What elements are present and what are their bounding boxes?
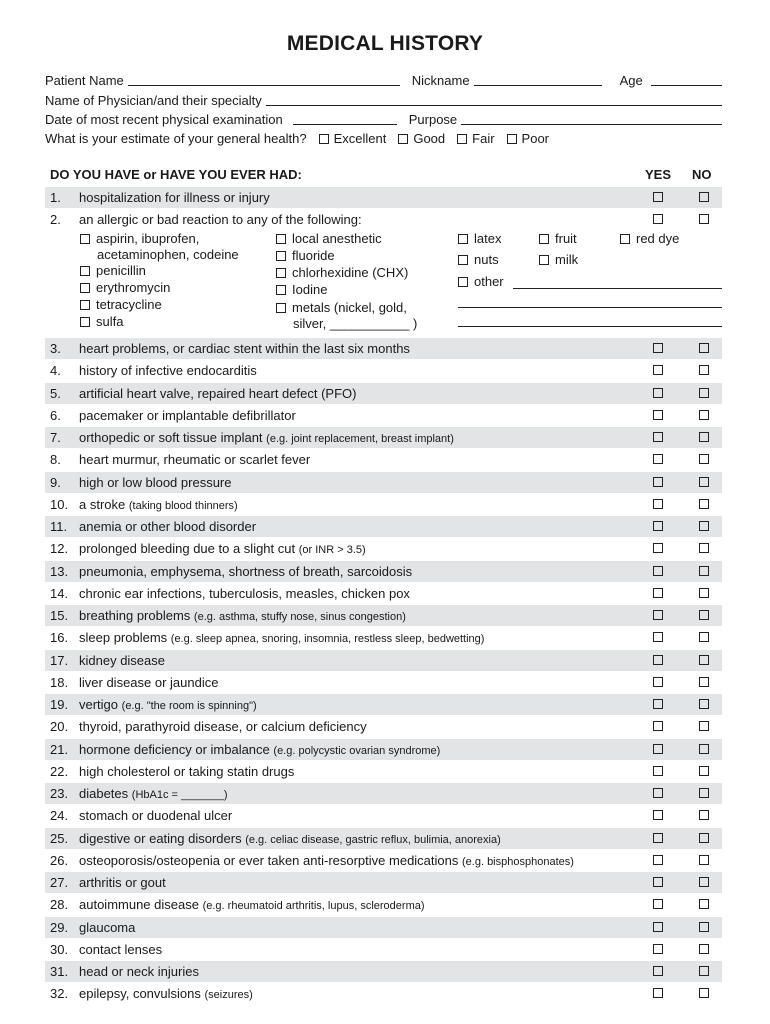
question-row (45, 209, 722, 230)
allergy-other-field-1[interactable] (513, 288, 722, 289)
question-label: diabetes (79, 786, 129, 801)
question-number: 3. (50, 341, 61, 356)
no-checkbox-icon[interactable] (699, 521, 709, 531)
yes-checkbox-icon[interactable] (653, 877, 663, 887)
yes-checkbox-icon[interactable] (653, 365, 663, 375)
health-option-excellent[interactable]: Excellent (319, 131, 387, 146)
question-label: arthritis or gout (79, 875, 166, 890)
question-row (45, 650, 722, 671)
no-checkbox-icon[interactable] (699, 655, 709, 665)
no-checkbox-icon[interactable] (699, 388, 709, 398)
question-label: breathing problems (79, 608, 191, 623)
no-column-label: NO (692, 167, 712, 182)
checkbox-icon[interactable] (276, 268, 286, 278)
question-label: head or neck injuries (79, 964, 199, 979)
question-note: (e.g. "the room is spinning") (121, 700, 257, 712)
question-text (79, 675, 218, 690)
question-label: artificial heart valve, repaired heart defect (PFO) (79, 385, 357, 401)
no-checkbox-icon[interactable] (699, 988, 709, 998)
yes-checkbox-icon[interactable] (653, 566, 663, 576)
question-row (45, 783, 722, 804)
question-label: autoimmune disease (79, 897, 199, 913)
allergy-option-other[interactable]: other (458, 274, 504, 290)
question-note: (e.g. rheumatoid arthritis, lupus, scleroderma) (202, 900, 425, 913)
yes-checkbox-icon[interactable] (653, 477, 663, 487)
question-label: sleep problems (79, 630, 168, 646)
question-number: 16. (50, 630, 69, 646)
question-label: a stroke (79, 496, 126, 512)
question-text (79, 608, 406, 623)
question-text (79, 697, 257, 712)
question-note: (e.g. celiac disease, gastric reflux, bulimia, anorexia) (245, 833, 501, 846)
patient-name-label: Patient Name (45, 73, 124, 88)
question-row (45, 561, 722, 582)
checkbox-icon[interactable] (458, 277, 468, 287)
question-number: 10. (50, 496, 69, 512)
question-text (79, 764, 294, 779)
question-label: liver disease or jaundice (79, 674, 219, 690)
yes-checkbox-icon[interactable] (653, 521, 663, 531)
question-note: (HbA1c = _______) (131, 789, 228, 801)
question-text (79, 719, 367, 734)
question-row (45, 360, 722, 381)
question-number: 28. (50, 897, 69, 913)
yes-checkbox-icon[interactable] (653, 632, 663, 642)
question-number: 8. (50, 452, 61, 468)
yes-checkbox-icon[interactable] (653, 214, 663, 224)
no-checkbox-icon[interactable] (699, 454, 709, 464)
question-text (79, 742, 440, 757)
yes-checkbox-icon[interactable] (653, 721, 663, 731)
question-note: (taking blood thinners) (128, 499, 238, 512)
no-checkbox-icon[interactable] (699, 632, 709, 642)
section-heading: DO YOU HAVE or HAVE YOU EVER HAD: (50, 167, 302, 182)
question-number: 12. (50, 541, 69, 557)
question-note: (e.g. bisphosphonates) (462, 855, 574, 868)
no-checkbox-icon[interactable] (699, 610, 709, 620)
question-number: 30. (50, 941, 69, 957)
question-text (79, 942, 162, 957)
question-number: 32. (50, 986, 69, 1002)
question-note: (e.g. joint replacement, breast implant) (266, 433, 454, 445)
question-note: (e.g. sleep apnea, snoring, insomnia, restless sleep, bedwetting) (170, 633, 485, 646)
question-text (79, 497, 238, 512)
checkbox-icon[interactable] (539, 255, 549, 265)
physician-field[interactable] (266, 92, 722, 106)
question-label: digestive or eating disorders (79, 830, 242, 846)
question-row (45, 187, 722, 208)
no-checkbox-icon[interactable] (699, 499, 709, 509)
question-text (79, 630, 484, 645)
no-checkbox-icon[interactable] (699, 877, 709, 887)
allergy-option-fruit[interactable]: fruit (539, 231, 577, 247)
allergy-other-field-2[interactable] (458, 307, 722, 308)
question-text (79, 519, 256, 534)
question-number: 25. (50, 830, 69, 846)
purpose-field[interactable] (461, 111, 722, 125)
question-note: (e.g. polycystic ovarian syndrome) (273, 744, 441, 757)
yes-checkbox-icon[interactable] (653, 744, 663, 754)
yes-checkbox-icon[interactable] (653, 655, 663, 665)
section-heading-row (0, 164, 770, 186)
allergy-option-latex[interactable]: latex (458, 231, 501, 247)
yes-checkbox-icon[interactable] (653, 788, 663, 798)
allergy-option-nuts[interactable]: nuts (458, 252, 499, 268)
question-text (79, 363, 257, 378)
checkbox-icon[interactable] (80, 300, 90, 310)
no-checkbox-icon[interactable] (699, 588, 709, 598)
checkbox-icon[interactable] (319, 134, 329, 144)
question-label: thyroid, parathyroid disease, or calcium deficiency (79, 719, 367, 735)
question-label: an allergic or bad reaction to any of the following: (79, 212, 362, 227)
question-number: 29. (50, 919, 69, 935)
question-text (79, 541, 366, 556)
question-row (45, 538, 722, 559)
question-label: glaucoma (79, 919, 136, 935)
question-row (45, 939, 722, 960)
question-number: 21. (50, 741, 69, 757)
question-number: 18. (50, 674, 69, 690)
no-checkbox-icon[interactable] (699, 543, 709, 553)
question-label: hospitalization for illness or injury (79, 190, 270, 205)
exam-date-label: Date of most recent physical examination (45, 112, 283, 127)
yes-checkbox-icon[interactable] (653, 833, 663, 843)
yes-checkbox-icon[interactable] (653, 899, 663, 909)
yes-checkbox-icon[interactable] (653, 454, 663, 464)
no-checkbox-icon[interactable] (699, 677, 709, 687)
allergy-option-iodine[interactable]: Iodine (276, 282, 327, 298)
question-number: 9. (50, 474, 61, 490)
question-number: 11. (50, 519, 68, 534)
checkbox-icon[interactable] (458, 255, 468, 265)
question-text (79, 586, 410, 601)
question-label: kidney disease (79, 652, 165, 668)
checkbox-icon[interactable] (80, 283, 90, 293)
question-row (45, 694, 722, 715)
checkbox-icon[interactable] (276, 285, 286, 295)
age-field[interactable] (651, 72, 722, 86)
yes-checkbox-icon[interactable] (653, 410, 663, 420)
purpose-label: Purpose (408, 112, 458, 127)
question-row (45, 627, 722, 648)
question-number: 26. (50, 852, 69, 868)
question-text (79, 897, 425, 912)
question-note: (or INR > 3.5) (298, 544, 366, 557)
exam-date-field[interactable] (293, 111, 397, 125)
question-text (79, 341, 410, 356)
yes-checkbox-icon[interactable] (653, 855, 663, 865)
question-text (79, 452, 310, 467)
yes-checkbox-icon[interactable] (653, 192, 663, 202)
no-checkbox-icon[interactable] (699, 966, 709, 976)
question-label: osteoporosis/osteopenia or ever taken anti-resorptive medications (79, 852, 459, 868)
question-row (45, 516, 722, 537)
health-option-fair[interactable]: Fair (457, 131, 494, 146)
question-label: history of infective endocarditis (79, 363, 257, 379)
patient-info-row (45, 70, 722, 88)
question-label: stomach or duodenal ulcer (79, 808, 233, 824)
no-checkbox-icon[interactable] (699, 566, 709, 576)
question-row (45, 761, 722, 782)
question-label: pneumonia, emphysema, shortness of breath, sarcoidosis (79, 563, 413, 579)
yes-checkbox-icon[interactable] (653, 966, 663, 976)
question-row (45, 494, 722, 515)
question-number: 15. (50, 608, 69, 623)
question-number: 23. (50, 786, 69, 801)
question-text (79, 964, 199, 979)
question-text (79, 564, 412, 579)
yes-checkbox-icon[interactable] (653, 499, 663, 509)
checkbox-icon[interactable] (276, 251, 286, 261)
question-label: heart problems, or cardiac stent within the last six months (79, 341, 410, 356)
yes-checkbox-icon[interactable] (653, 810, 663, 820)
question-row (45, 872, 722, 893)
health-row (45, 128, 722, 146)
no-checkbox-icon[interactable] (699, 855, 709, 865)
question-label: high cholesterol or taking statin drugs (79, 763, 295, 779)
yes-checkbox-icon[interactable] (653, 922, 663, 932)
question-row (45, 739, 722, 760)
question-number: 22. (50, 763, 69, 779)
question-text (79, 920, 135, 935)
question-label: prolonged bleeding due to a slight cut (79, 541, 296, 557)
checkbox-icon[interactable] (457, 134, 467, 144)
allergy-other-field-3[interactable] (458, 326, 722, 327)
allergy-option-milk[interactable]: milk (539, 252, 578, 268)
no-checkbox-icon[interactable] (699, 810, 709, 820)
allergy-option-local-anesthetic[interactable]: local anesthetic (276, 231, 382, 247)
yes-checkbox-icon[interactable] (653, 388, 663, 398)
question-number: 20. (50, 719, 69, 735)
question-row (45, 383, 722, 404)
question-text (79, 386, 356, 401)
question-row (45, 583, 722, 604)
health-option-good[interactable]: Good (398, 131, 445, 146)
question-number: 6. (50, 407, 61, 423)
question-text (79, 986, 253, 1001)
physician-row (45, 90, 722, 108)
question-number: 4. (50, 363, 61, 379)
question-label: hormone deficiency or imbalance (79, 741, 270, 757)
allergy-option-red-dye[interactable]: red dye (620, 231, 679, 247)
yes-checkbox-icon[interactable] (653, 610, 663, 620)
question-row (45, 338, 722, 359)
question-label: vertigo (79, 697, 119, 712)
no-checkbox-icon[interactable] (699, 721, 709, 731)
question-row (45, 917, 722, 938)
question-text (79, 875, 166, 890)
no-checkbox-icon[interactable] (699, 899, 709, 909)
question-text (79, 653, 165, 668)
question-label: high or low blood pressure (79, 474, 232, 490)
no-checkbox-icon[interactable] (699, 944, 709, 954)
no-checkbox-icon[interactable] (699, 788, 709, 798)
question-text (79, 475, 231, 490)
question-number: 5. (50, 385, 61, 401)
no-checkbox-icon[interactable] (699, 343, 709, 353)
no-checkbox-icon[interactable] (699, 214, 709, 224)
question-text (79, 786, 227, 801)
question-number: 7. (50, 430, 61, 445)
checkbox-icon[interactable] (80, 266, 90, 276)
health-option-poor[interactable]: Poor (507, 131, 549, 146)
checkbox-icon[interactable] (80, 317, 90, 327)
question-row (45, 961, 722, 982)
yes-checkbox-icon[interactable] (653, 677, 663, 687)
question-label: anemia or other blood disorder (79, 519, 257, 534)
question-text (79, 190, 270, 205)
question-row (45, 672, 722, 693)
yes-checkbox-icon[interactable] (653, 988, 663, 998)
no-checkbox-icon[interactable] (699, 432, 709, 442)
allergy-option-penicillin[interactable]: penicillin (80, 263, 146, 279)
patient-name-field[interactable] (128, 72, 400, 86)
yes-checkbox-icon[interactable] (653, 543, 663, 553)
question-text (79, 430, 454, 445)
question-row (45, 605, 722, 626)
question-row (45, 828, 722, 849)
yes-column-label: YES (645, 167, 672, 182)
question-text (79, 853, 574, 868)
age-label: Age (619, 73, 643, 88)
nickname-field[interactable] (474, 72, 602, 86)
health-question: What is your estimate of your general health? (45, 131, 307, 146)
question-number: 13. (50, 563, 69, 579)
question-number: 14. (50, 585, 69, 601)
allergy-option-tetracycline[interactable]: tetracycline (80, 297, 162, 313)
question-number: 31. (50, 964, 69, 979)
no-checkbox-icon[interactable] (699, 699, 709, 709)
question-row (45, 472, 722, 493)
question-row (45, 805, 722, 826)
question-row (45, 850, 722, 871)
question-label: orthopedic or soft tissue implant (79, 430, 263, 445)
no-checkbox-icon[interactable] (699, 744, 709, 754)
no-checkbox-icon[interactable] (699, 365, 709, 375)
yes-checkbox-icon[interactable] (653, 944, 663, 954)
question-text (79, 212, 362, 227)
no-checkbox-icon[interactable] (699, 833, 709, 843)
question-text (79, 831, 501, 846)
question-row (45, 983, 722, 1004)
checkbox-icon[interactable] (539, 234, 549, 244)
question-row (45, 894, 722, 915)
checkbox-icon[interactable] (398, 134, 408, 144)
yes-checkbox-icon[interactable] (653, 766, 663, 776)
question-number: 27. (50, 875, 69, 890)
no-checkbox-icon[interactable] (699, 192, 709, 202)
physician-label: Name of Physician/and their specialty (45, 93, 262, 108)
allergy-option-fluoride[interactable]: fluoride (276, 248, 335, 264)
no-checkbox-icon[interactable] (699, 410, 709, 420)
checkbox-icon[interactable] (507, 134, 517, 144)
question-label: epilepsy, convulsions (79, 986, 201, 1002)
no-checkbox-icon[interactable] (699, 922, 709, 932)
question-number: 2. (50, 212, 61, 227)
checkbox-icon[interactable] (620, 234, 630, 244)
question-label: chronic ear infections, tuberculosis, measles, chicken pox (79, 585, 410, 601)
allergy-option-metals[interactable]: metals (nickel, gold, silver, ___________ ) (276, 300, 417, 332)
question-row (45, 405, 722, 426)
question-label: contact lenses (79, 941, 163, 957)
question-row (45, 449, 722, 470)
checkbox-icon[interactable] (80, 234, 90, 244)
no-checkbox-icon[interactable] (699, 477, 709, 487)
question-note: (e.g. asthma, stuffy nose, sinus congestion) (193, 611, 406, 623)
allergy-option-chlorhexidine[interactable]: chlorhexidine (CHX) (276, 265, 408, 281)
question-number: 19. (50, 697, 69, 712)
yes-checkbox-icon[interactable] (653, 432, 663, 442)
question-number: 24. (50, 808, 69, 824)
question-note: (seizures) (204, 989, 253, 1002)
checkbox-icon[interactable] (276, 303, 286, 313)
yes-checkbox-icon[interactable] (653, 343, 663, 353)
question-text (79, 408, 296, 423)
nickname-label: Nickname (411, 73, 470, 88)
allergy-option-sulfa[interactable]: sulfa (80, 314, 123, 330)
no-checkbox-icon[interactable] (699, 766, 709, 776)
exam-row (45, 109, 722, 127)
page-title: MEDICAL HISTORY (286, 32, 484, 55)
question-text (79, 808, 232, 823)
question-row (45, 427, 722, 448)
allergy-option-aspirin[interactable]: aspirin, ibuprofen, acetaminophen, codeine (80, 231, 239, 263)
question-row (45, 716, 722, 737)
checkbox-icon[interactable] (276, 234, 286, 244)
question-number: 1. (50, 190, 61, 205)
question-number: 17. (50, 652, 69, 668)
allergy-option-erythromycin[interactable]: erythromycin (80, 280, 170, 296)
checkbox-icon[interactable] (458, 234, 468, 244)
question-label: pacemaker or implantable defibrillator (79, 407, 296, 423)
yes-checkbox-icon[interactable] (653, 699, 663, 709)
yes-checkbox-icon[interactable] (653, 588, 663, 598)
question-label: heart murmur, rheumatic or scarlet fever (79, 452, 311, 468)
